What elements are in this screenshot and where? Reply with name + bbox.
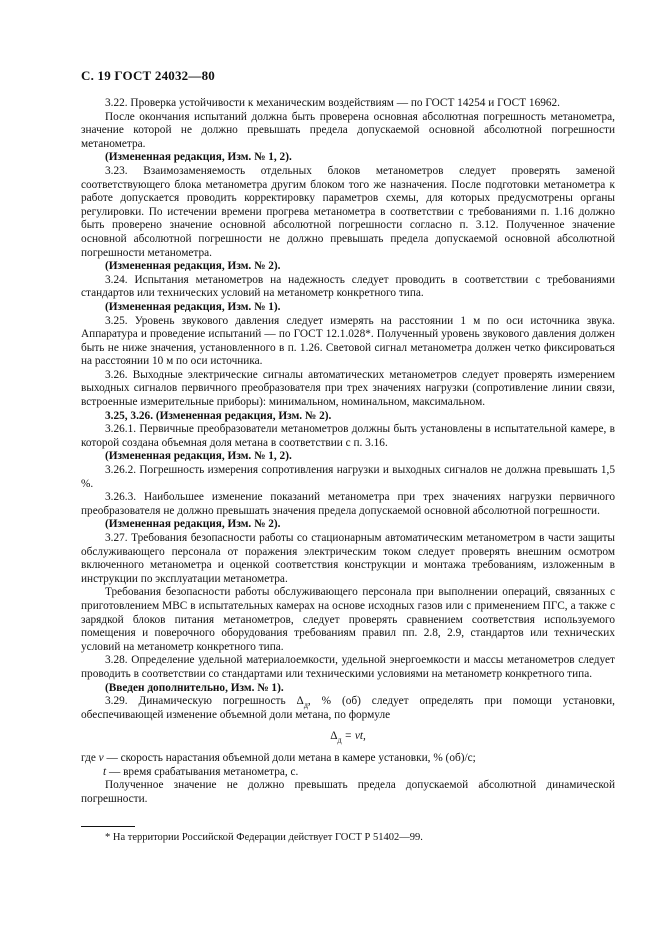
- paragraph: 3.26. Выходные электрические сигналы автоматических метанометров следует проверять измерением выходных сигналов первичного преобразователя при трех значениях нагрузки (сопротивление линии связи, встроенные измерительные приборы): минимальном, номинальном, максимальном.: [81, 368, 615, 409]
- footnote: * На территории Российской Федерации действует ГОСТ Р 51402—99.: [105, 832, 423, 843]
- amendment-note: (Введен дополнительно, Изм. № 1).: [105, 681, 284, 694]
- paragraph: 3.26.3. Наибольшее изменение показаний метанометра при трех значениях нагрузки первичного преобразователя не должно превышать значения предела допускаемой основной абсолютной погрешности.: [81, 491, 615, 517]
- paragraph: 3.28. Определение удельной материалоемкости, удельной энергоемкости и массы метанометров следует проводить в соответствии со стандартами или техническими условиями на метанометр конкретного типа.: [81, 654, 615, 680]
- amendment-note: (Измененная редакция, Изм. № 2).: [105, 518, 281, 531]
- paragraph: 3.25. Уровень звукового давления следует измерять на расстоянии 1 м по оси источника звука. Аппаратура и проведение испытаний — по ГОСТ 12.1.028*. Полученный уровень звукового давления должен быть не ниже значения, установленного в п. 1.26. Световой сигнал метанометра должен четко фиксироваться на расстоянии 10 м по оси источника.: [81, 314, 615, 368]
- formula-legend-v: где v — скорость нарастания объемной доли метана в камере установки, % (об)/с;: [81, 751, 476, 764]
- formula: $\Delta_д$ = vt,: [330, 730, 366, 745]
- paragraph: Полученное значение не должно превышать предела допускаемой абсолютной динамической погрешности.: [81, 779, 615, 805]
- paragraph: 3.27. Требования безопасности работы со стационарным автоматическим метанометром в части защиты обслуживающего персонала от поражения электрическим током следует проверять внешним осмотром включенного метанометра и оценкой соответствия конструкции и монтажа требованиям, изложенным в инструкции по эксплуатации метанометра.: [81, 532, 615, 585]
- paragraph: 3.22. Проверка устойчивости к механическим воздействиям — по ГОСТ 14254 и ГОСТ 16962.: [105, 97, 560, 109]
- amendment-note: (Измененная редакция, Изм. № 2).: [105, 260, 281, 273]
- amendment-note: (Измененная редакция, Изм. № 1, 2).: [105, 450, 292, 463]
- page-header: С. 19 ГОСТ 24032—80: [81, 68, 215, 83]
- amendment-note: (Измененная редакция, Изм. № 1, 2).: [105, 151, 292, 164]
- paragraph: 3.24. Испытания метанометров на надежность следует проводить в соответствии с требованиями стандартов или технических условий на метанометр конкретного типа.: [81, 273, 615, 300]
- paragraph: 3.26.2. Погрешность измерения сопротивления нагрузки и выходных сигналов не должна превышать 1,5 %.: [81, 464, 615, 490]
- paragraph: 3.26.1. Первичные преобразователи метанометров должны быть установлены в испытательной камере, в которой создана объемная доля метана в соответствии с п. 3.16.: [81, 423, 615, 449]
- paragraph: 3.23. Взаимозаменяемость отдельных блоков метанометров следует проверять заменой соответствующего блока метанометра другим блоком того же назначения. После подготовки метанометра к работе допускается проводить корректировку параметров схемы, для которых предусмотрены органы регулировки. По истечении времени прогрева метанометра в соответствии с требованиями п. 1.16 должно быть проверено значение основной абсолютной погрешности согласно п. 3.12. Полученное значение основной абсолютной погрешности не должно превышать предела допускаемой основной абсолютной погрешности метанометра.: [81, 164, 615, 259]
- footnote-divider: [81, 826, 135, 827]
- paragraph: Требования безопасности работы обслуживающего персонала при выполнении операций, связанных с приготовлением МВС в испытательных камерах на основе исходных газов или с применением ПГС, а также с зарядкой блоков питания метанометров, следует проверять сравнением соответствия используемого помещения и поверочного оборудования требованиям правил пп. 2.8, 2.9, стандартов или технических условий на метанометр конкретного типа.: [81, 586, 615, 653]
- formula-legend-t: t — время срабатывания метанометра, с.: [103, 765, 299, 778]
- amendment-note: 3.25, 3.26. (Измененная редакция, Изм. № 2).: [105, 409, 332, 422]
- amendment-note: (Измененная редакция, Изм. № 1).: [105, 300, 281, 313]
- document-body: [81, 97, 615, 806]
- paragraph: После окончания испытаний должна быть проверена основная абсолютная погрешность метанометра, значение которой не должно превышать предела допускаемой основной абсолютной погрешности метанометра.: [81, 110, 615, 150]
- paragraph-3-29: 3.29. Динамическую погрешность $\Delta_д$, % (об) следует определять при помощи установки, обеспечивающей изменение объемной доли метана, по формуле: [81, 695, 615, 721]
